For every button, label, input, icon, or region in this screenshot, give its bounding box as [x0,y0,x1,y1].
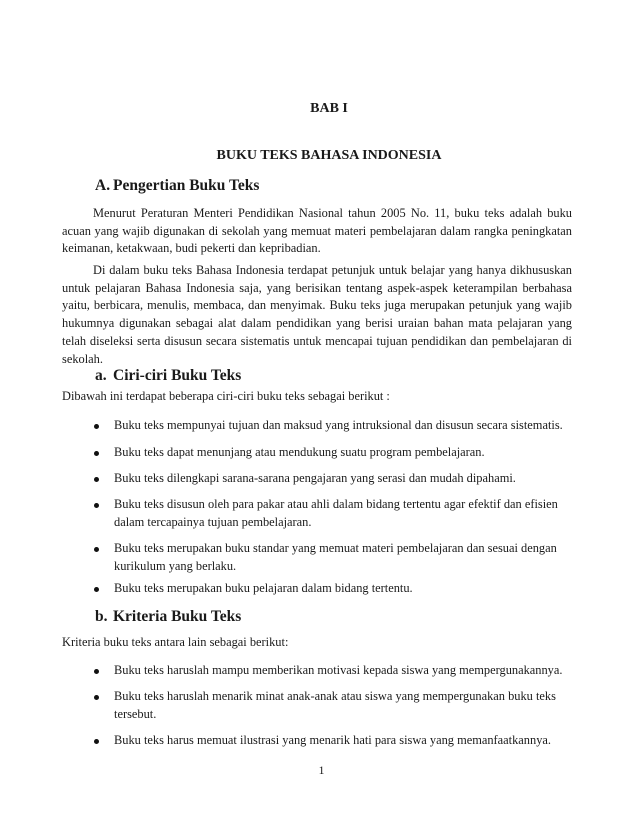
section-title: Ciri-ciri Buku Teks [113,367,242,384]
section-intro: Kriteria buku teks antara lain sebagai berikut: [62,635,289,649]
list-item: Buku teks mempunyai tujuan dan maksud yang intruksional dan disusun secara sistematis. [96,417,566,435]
list-item: Buku teks haruslah menarik minat anak-anak atau siswa yang mempergunakan buku teks tersebut. [96,688,566,723]
section-marker: b. [95,608,108,625]
section-marker: a. [95,367,107,384]
bullet-icon [94,547,99,552]
bullet-icon [94,739,99,744]
list-item: Buku teks haruslah mampu memberikan motivasi kepada siswa yang mempergunakannya. [96,662,566,680]
bullet-icon [94,587,99,592]
list-item: Buku teks merupakan buku standar yang memuat materi pembelajaran dan sesuai dengan kurikulum yang berlaku. [96,540,566,575]
bullet-icon [94,503,99,508]
bullet-icon [94,477,99,482]
paragraph: Menurut Peraturan Menteri Pendidikan Nasional tahun 2005 No. 11, buku teks adalah buku acuan yang wajib digunakan di sekolah yang memuat materi pembelajaran dalam rangka peningkatan keimanan, ketakwaan, budi pekerti dan kepribadian. [62,206,572,256]
bullet-icon [94,451,99,456]
paragraph: Di dalam buku teks Bahasa Indonesia terdapat petunjuk untuk belajar yang hanya dikhususkan untuk pelajaran Bahasa Indonesia saja, yang berisikan tentang aspek-aspek keterampilan berbahasa yaitu, berbicara, menulis, membaca, dan menyimak. Buku teks juga merupakan petunjuk yang wajib hukumnya digunakan sebagai alat dalam pendidikan yang berisi uraian bahan mata pelajaran yang telah diseleksi serta disusun secara sistematis untuk mencapai tujuan pendidikan dan pembelajaran di sekolah. [62,263,572,366]
list-item: Buku teks harus memuat ilustrasi yang menarik hati para siswa yang memanfaatkannya. [96,732,566,750]
section-title: Kriteria Buku Teks [113,608,242,625]
section-marker: A. [95,177,111,194]
section-title: Pengertian Buku Teks [113,177,260,194]
bullet-icon [94,695,99,700]
list-item: Buku teks merupakan buku pelajaran dalam bidang tertentu. [96,580,566,598]
section-intro: Dibawah ini terdapat beberapa ciri-ciri buku teks sebagai berikut : [62,389,390,403]
bullet-icon [94,424,99,429]
list-item: Buku teks disusun oleh para pakar atau ahli dalam bidang tertentu agar efektif dan efisien dalam tercapainya tujuan pembelajaran. [96,496,566,531]
page-number: 1 [318,763,325,777]
list-item: Buku teks dilengkapi sarana-sarana pengajaran yang serasi dan mudah dipahami. [96,470,566,488]
chapter-heading: BAB I [310,101,348,116]
bullet-icon [94,669,99,674]
list-item: Buku teks dapat menunjang atau mendukung suatu program pembelajaran. [96,444,566,462]
document-title: BUKU TEKS BAHASA INDONESIA [216,148,442,163]
